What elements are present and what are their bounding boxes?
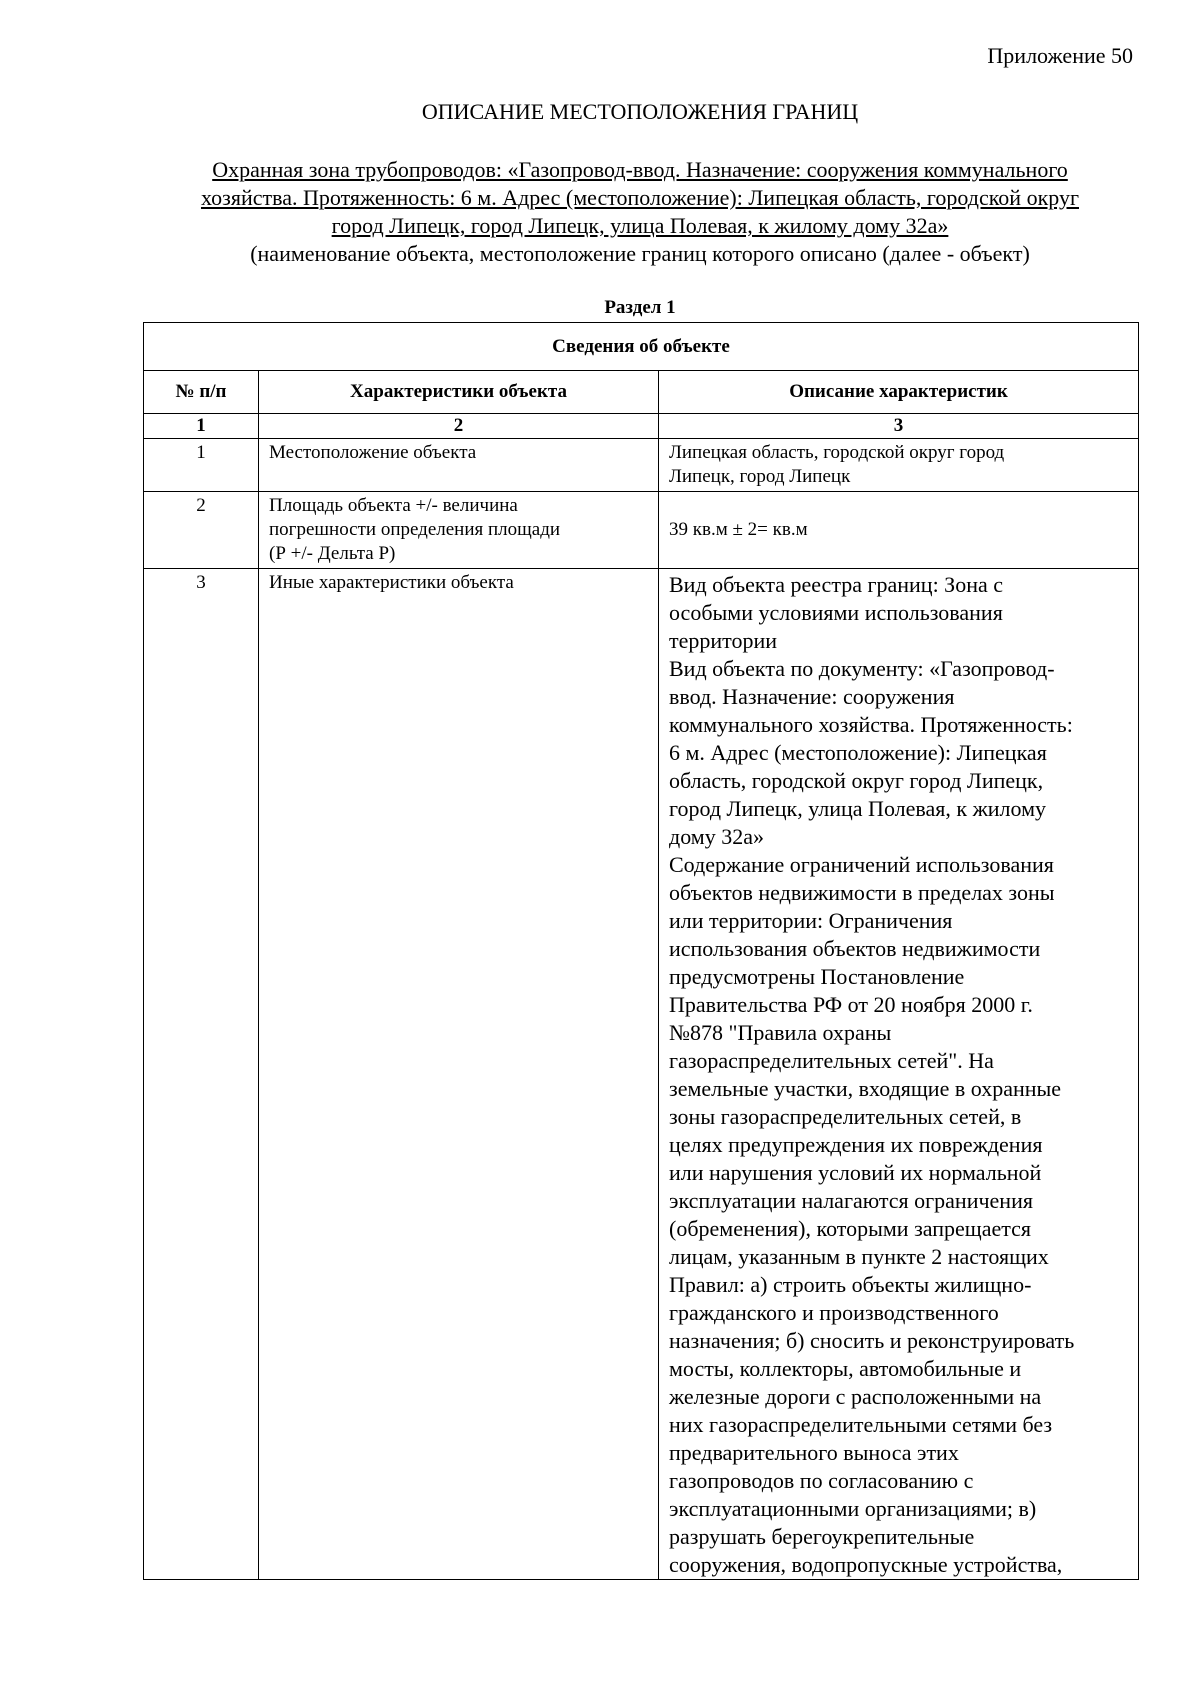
text-line: целях предупреждения их повреждения: [669, 1132, 1043, 1157]
object-name-caption: (наименование объекта, местоположение границ которого описано (далее - объект): [250, 241, 1030, 266]
row-index: 1: [144, 439, 259, 492]
text-line: газораспределительных сетей". На: [669, 1048, 994, 1073]
table-caption: Сведения об объекте: [144, 323, 1139, 371]
text-line: погрешности определения площади: [269, 519, 561, 540]
text-line: мосты, коллекторы, автомобильные и: [669, 1356, 1022, 1381]
row-characteristic: [259, 569, 659, 1580]
text-line: Липецк, город Липецк: [669, 466, 851, 487]
table-row: [144, 569, 1139, 1580]
table-header-row: [144, 371, 1139, 414]
text-line: или нарушения условий их нормальной: [669, 1160, 1042, 1185]
text-line: эксплуатации налагаются ограничения: [669, 1188, 1033, 1213]
text-line: Местоположение объекта: [269, 442, 477, 463]
column-number: 1: [144, 414, 259, 439]
text-line: лицам, указанным в пункте 2 настоящих: [669, 1244, 1049, 1269]
text-line: коммунального хозяйства. Протяженность:: [669, 712, 1073, 737]
text-line: гражданского и производственного: [669, 1300, 999, 1325]
text-line: газопроводов по согласованию с: [669, 1468, 974, 1493]
text-line: Площадь объекта +/- величина: [269, 495, 518, 516]
text-line: Правительства РФ от 20 ноября 2000 г.: [669, 992, 1033, 1017]
column-number-row: [144, 414, 1139, 439]
document-title: ОПИСАНИЕ МЕСТОПОЛОЖЕНИЯ ГРАНИЦ: [421, 99, 859, 124]
text-line: разрушать берегоукрепительные: [669, 1524, 975, 1549]
text-line: зоны газораспределительных сетей, в: [669, 1104, 1022, 1129]
text-line: или территории: Ограничения: [669, 908, 953, 933]
text-line: железные дороги с расположенными на: [669, 1384, 1042, 1409]
section-title: Раздел 1: [604, 297, 676, 318]
text-line: Правил: а) строить объекты жилищно-: [669, 1272, 1032, 1297]
text-line: предварительного выноса этих: [669, 1440, 959, 1465]
text-line: 6 м. Адрес (местоположение): Липецкая: [669, 740, 1047, 765]
column-header: № п/п: [144, 371, 259, 414]
text-line: объектов недвижимости в пределах зоны: [669, 880, 1055, 905]
text-line: №878 "Правила охраны: [669, 1020, 892, 1045]
row-characteristic: [259, 439, 659, 492]
text-line: территории: [669, 628, 778, 653]
column-header: Характеристики объекта: [259, 371, 659, 414]
text-line: предусмотрены Постановление: [669, 964, 965, 989]
object-info-table: [143, 322, 1139, 1580]
table-row: [144, 439, 1139, 492]
text-line: них газораспределительными сетями без: [669, 1412, 1053, 1437]
text-line: ввод. Назначение: сооружения: [669, 684, 955, 709]
text-line: Липецкая область, городской округ город: [669, 442, 1005, 463]
text-line: город Липецк, улица Полевая, к жилому: [669, 796, 1047, 821]
text-line: 39 кв.м ± 2= кв.м: [669, 519, 808, 540]
object-name-line: город Липецк, город Липецк, улица Полевая, к жилому дому 32а»: [331, 213, 949, 238]
row-index: 3: [144, 569, 259, 1580]
column-number: 2: [259, 414, 659, 439]
text-line: Содержание ограничений использования: [669, 852, 1054, 877]
object-name-line: хозяйства. Протяженность: 6 м. Адрес (местоположение): Липецкая область, городской округ: [200, 185, 1079, 210]
text-line: Иные характеристики объекта: [269, 572, 514, 593]
object-name-line: Охранная зона трубопроводов: «Газопровод-ввод. Назначение: сооружения коммунального: [212, 157, 1068, 182]
text-line: Вид объекта реестра границ: Зона с: [669, 572, 1004, 597]
row-description: [659, 569, 1139, 1580]
table-caption-row: [144, 323, 1139, 371]
row-description: [659, 492, 1139, 569]
row-index: 2: [144, 492, 259, 569]
text-line: особыми условиями использования: [669, 600, 1003, 625]
text-line: Вид объекта по документу: «Газопровод-: [669, 656, 1055, 681]
text-line: эксплуатационными организациями; в): [669, 1496, 1037, 1521]
row-characteristic: [259, 492, 659, 569]
appendix-number: Приложение 50: [987, 43, 1133, 68]
text-line: (обременения), которыми запрещается: [669, 1216, 1032, 1241]
text-line: использования объектов недвижимости: [669, 936, 1041, 961]
text-line: дому 32а»: [669, 824, 764, 849]
object-name-block: [140, 156, 1140, 268]
text-line: сооружения, водопропускные устройства,: [669, 1552, 1063, 1577]
column-header: Описание характеристик: [659, 371, 1139, 414]
text-line: (Р +/- Дельта Р): [269, 543, 396, 564]
text-line: назначения; б) сносить и реконструировать: [669, 1328, 1075, 1353]
column-number: 3: [659, 414, 1139, 439]
table-row: [144, 492, 1139, 569]
row-description: [659, 439, 1139, 492]
text-line: область, городской округ город Липецк,: [669, 768, 1044, 793]
text-line: земельные участки, входящие в охранные: [669, 1076, 1062, 1101]
